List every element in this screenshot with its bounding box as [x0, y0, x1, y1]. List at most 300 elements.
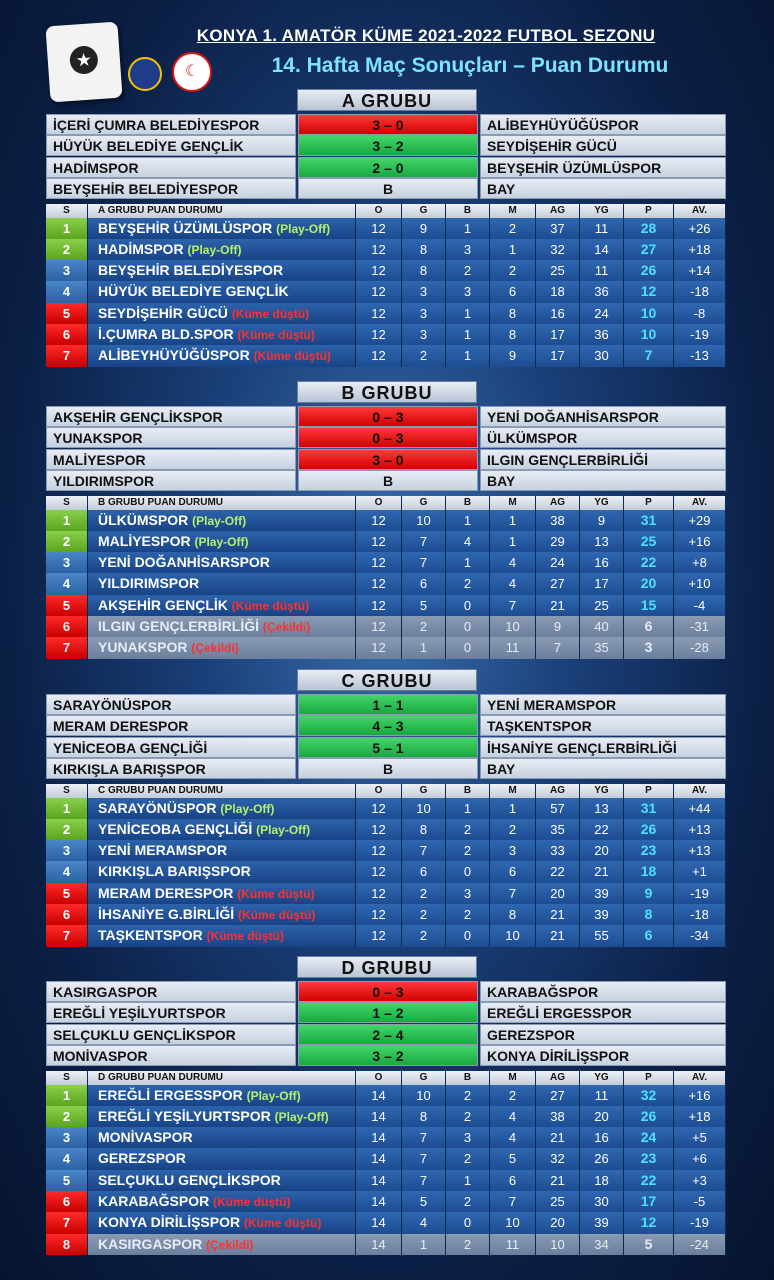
tff-badge-icon: ☾	[172, 52, 212, 92]
stat-o: 12	[356, 637, 402, 658]
col-av: AV.	[674, 1071, 726, 1085]
stat-o: 12	[356, 595, 402, 616]
col-yg: YG	[580, 784, 624, 798]
home-team: MONİVASPOR	[46, 1045, 296, 1066]
stat-ag: 10	[536, 1234, 580, 1255]
away-team: KARABAĞSPOR	[480, 981, 726, 1002]
stat-p: 24	[624, 1127, 674, 1148]
stat-av: +29	[674, 510, 726, 531]
stat-yg: 9	[580, 510, 624, 531]
stat-ag: 20	[536, 1212, 580, 1233]
stat-ag: 16	[536, 303, 580, 324]
stat-m: 9	[490, 345, 536, 366]
stat-yg: 20	[580, 1106, 624, 1127]
stat-av: -19	[674, 1212, 726, 1233]
rank-cell: 6	[46, 616, 88, 637]
stat-m: 2	[490, 1085, 536, 1106]
stat-m: 2	[490, 218, 536, 239]
stat-m: 4	[490, 1127, 536, 1148]
stat-o: 12	[356, 531, 402, 552]
stat-av: +10	[674, 573, 726, 594]
team-name: YENİ DOĞANHİSARSPOR	[98, 554, 270, 571]
col-p: P	[624, 204, 674, 218]
home-team: İÇERİ ÇUMRA BELEDİYESPOR	[46, 114, 296, 135]
stat-ag: 38	[536, 1106, 580, 1127]
stat-b: 4	[446, 531, 490, 552]
stat-g: 1	[402, 1234, 446, 1255]
stat-ag: 21	[536, 595, 580, 616]
match-row	[46, 178, 726, 199]
away-team: ÜLKÜMSPOR	[480, 427, 726, 448]
stat-o: 12	[356, 510, 402, 531]
stat-ag: 32	[536, 239, 580, 260]
stat-av: +14	[674, 260, 726, 281]
stat-g: 9	[402, 218, 446, 239]
team-name: İ.ÇUMRA BLD.SPOR	[98, 326, 238, 343]
stat-yg: 14	[580, 239, 624, 260]
rank-cell: 2	[46, 819, 88, 840]
stat-av: +8	[674, 552, 726, 573]
team-name: İHSANİYE G.BİRLİĞİ	[98, 906, 239, 923]
match-row	[46, 157, 726, 178]
stat-yg: 30	[580, 1191, 624, 1212]
standings-table	[46, 496, 726, 659]
stat-yg: 11	[580, 260, 624, 281]
rank-cell: 2	[46, 1106, 88, 1127]
team-status: (Küme düştü)	[213, 1195, 291, 1210]
stat-p: 9	[624, 883, 674, 904]
team-cell	[88, 573, 356, 594]
table-header	[46, 204, 726, 218]
rank-cell: 7	[46, 925, 88, 946]
stat-av: +16	[674, 1085, 726, 1106]
stat-p: 20	[624, 573, 674, 594]
stat-m: 7	[490, 883, 536, 904]
standings-table	[46, 784, 726, 947]
team-name: MERAM DERESPOR	[98, 884, 238, 901]
stat-ag: 29	[536, 531, 580, 552]
stat-av: -18	[674, 904, 726, 925]
col-av: AV.	[674, 204, 726, 218]
rank-cell: 2	[46, 531, 88, 552]
team-cell	[88, 531, 356, 552]
team-cell	[88, 260, 356, 281]
match-row	[46, 1045, 726, 1066]
team-cell	[88, 840, 356, 861]
table-row	[46, 303, 726, 324]
away-team: YENİ DOĞANHİSARSPOR	[480, 406, 726, 427]
stat-g: 5	[402, 1191, 446, 1212]
stat-o: 12	[356, 925, 402, 946]
home-team: YUNAKSPOR	[46, 427, 296, 448]
stat-av: -34	[674, 925, 726, 946]
stat-b: 3	[446, 1127, 490, 1148]
rank-cell: 6	[46, 1191, 88, 1212]
stat-yg: 16	[580, 552, 624, 573]
rank-cell: 6	[46, 324, 88, 345]
stat-yg: 25	[580, 595, 624, 616]
home-team: YILDIRIMSPOR	[46, 470, 296, 491]
table-row	[46, 840, 726, 861]
stat-p: 26	[624, 819, 674, 840]
stat-o: 14	[356, 1148, 402, 1169]
stat-g: 8	[402, 819, 446, 840]
stat-yg: 17	[580, 573, 624, 594]
table-row	[46, 260, 726, 281]
stat-o: 14	[356, 1170, 402, 1191]
team-status: (Play-Off)	[192, 513, 247, 528]
stat-o: 12	[356, 345, 402, 366]
table-row	[46, 239, 726, 260]
stat-ag: 21	[536, 1127, 580, 1148]
stat-p: 25	[624, 531, 674, 552]
team-name: ALİBEYHÜYÜĞÜSPOR	[98, 347, 254, 364]
team-cell	[88, 1212, 356, 1233]
table-title: A GRUBU PUAN DURUMU	[88, 204, 356, 218]
team-name: EREĞLİ YEŞİLYURTSPOR	[98, 1107, 275, 1124]
stat-o: 12	[356, 573, 402, 594]
table-row	[46, 637, 726, 658]
stat-yg: 39	[580, 904, 624, 925]
stat-g: 7	[402, 1127, 446, 1148]
away-team: TAŞKENTSPOR	[480, 715, 726, 736]
col-g: G	[402, 784, 446, 798]
team-name: EREĞLİ ERGESSPOR	[98, 1086, 247, 1103]
stat-av: +5	[674, 1127, 726, 1148]
team-cell	[88, 1085, 356, 1106]
stat-ag: 24	[536, 552, 580, 573]
match-row	[46, 406, 726, 427]
col-g: G	[402, 496, 446, 510]
team-status: (Küme düştü)	[231, 598, 310, 613]
table-row	[46, 1212, 726, 1233]
match-row	[46, 694, 726, 715]
team-cell	[88, 281, 356, 302]
stat-p: 6	[624, 616, 674, 637]
col-g: G	[402, 1071, 446, 1085]
col-rank: S	[46, 784, 88, 798]
stat-ag: 7	[536, 637, 580, 658]
stat-m: 8	[490, 904, 536, 925]
home-team: MALİYESPOR	[46, 449, 296, 470]
away-team: BAY	[480, 178, 726, 199]
stat-g: 2	[402, 925, 446, 946]
stat-g: 7	[402, 552, 446, 573]
stat-b: 1	[446, 1170, 490, 1191]
stat-ag: 27	[536, 1085, 580, 1106]
rank-cell: 5	[46, 883, 88, 904]
stat-p: 27	[624, 239, 674, 260]
stat-o: 12	[356, 324, 402, 345]
stat-yg: 18	[580, 1170, 624, 1191]
group-title: C GRUBU	[297, 669, 477, 691]
home-team: SARAYÖNÜSPOR	[46, 694, 296, 715]
stat-av: -28	[674, 637, 726, 658]
team-cell	[88, 883, 356, 904]
stat-yg: 36	[580, 281, 624, 302]
stat-o: 14	[356, 1191, 402, 1212]
stat-p: 15	[624, 595, 674, 616]
away-team: YENİ MERAMSPOR	[480, 694, 726, 715]
team-cell	[88, 1106, 356, 1127]
table-row	[46, 1085, 726, 1106]
match-score: 2 – 4	[298, 1024, 478, 1045]
stat-yg: 30	[580, 345, 624, 366]
match-row	[46, 135, 726, 156]
team-status: (Küme düştü)	[253, 349, 331, 364]
team-cell	[88, 324, 356, 345]
rank-cell: 1	[46, 510, 88, 531]
team-name: KONYA DİRİLİŞSPOR	[98, 1214, 244, 1231]
stat-p: 32	[624, 1085, 674, 1106]
stat-yg: 39	[580, 1212, 624, 1233]
stat-p: 18	[624, 861, 674, 882]
stat-av: -19	[674, 324, 726, 345]
stat-p: 6	[624, 925, 674, 946]
away-team: BEYŞEHİR ÜZÜMLÜSPOR	[480, 157, 726, 178]
team-cell	[88, 239, 356, 260]
home-team: SELÇUKLU GENÇLİKSPOR	[46, 1024, 296, 1045]
stat-p: 23	[624, 1148, 674, 1169]
col-p: P	[624, 784, 674, 798]
rank-cell: 3	[46, 840, 88, 861]
col-g: G	[402, 204, 446, 218]
stat-p: 3	[624, 637, 674, 658]
stat-ag: 35	[536, 819, 580, 840]
rank-cell: 3	[46, 260, 88, 281]
team-status: (Play-Off)	[194, 534, 249, 549]
stat-m: 1	[490, 531, 536, 552]
stat-g: 7	[402, 1170, 446, 1191]
table-row	[46, 218, 726, 239]
stat-p: 23	[624, 840, 674, 861]
stat-o: 12	[356, 552, 402, 573]
team-name: YILDIRIMSPOR	[98, 575, 200, 592]
match-score: 5 – 1	[298, 737, 478, 758]
team-cell	[88, 552, 356, 573]
team-cell	[88, 1234, 356, 1255]
header	[0, 0, 774, 88]
team-status: (Küme düştü)	[244, 1216, 322, 1231]
team-cell	[88, 904, 356, 925]
team-cell	[88, 1170, 356, 1191]
col-rank: S	[46, 204, 88, 218]
home-team: BEYŞEHİR BELEDİYESPOR	[46, 178, 296, 199]
stat-yg: 26	[580, 1148, 624, 1169]
col-yg: YG	[580, 204, 624, 218]
home-team: HADİMSPOR	[46, 157, 296, 178]
stat-m: 10	[490, 616, 536, 637]
table-row	[46, 573, 726, 594]
stat-ag: 21	[536, 904, 580, 925]
rank-cell: 4	[46, 573, 88, 594]
stat-m: 6	[490, 861, 536, 882]
home-team: MERAM DERESPOR	[46, 715, 296, 736]
star-icon: ★	[69, 45, 99, 75]
col-ag: AG	[536, 496, 580, 510]
match-score: 1 – 2	[298, 1002, 478, 1023]
stat-m: 6	[490, 1170, 536, 1191]
stat-ag: 20	[536, 883, 580, 904]
col-o: O	[356, 496, 402, 510]
match-row	[46, 758, 726, 779]
home-team: AKŞEHİR GENÇLİKSPOR	[46, 406, 296, 427]
team-name: SARAYÖNÜSPOR	[98, 799, 221, 816]
stat-p: 28	[624, 218, 674, 239]
stat-av: -18	[674, 281, 726, 302]
stat-yg: 22	[580, 819, 624, 840]
stat-b: 1	[446, 798, 490, 819]
team-name: KASIRGASPOR	[98, 1235, 207, 1252]
match-row	[46, 737, 726, 758]
stat-ag: 21	[536, 1170, 580, 1191]
table-row	[46, 1127, 726, 1148]
team-status: (Play-Off)	[256, 822, 311, 837]
stat-m: 6	[490, 281, 536, 302]
stat-b: 2	[446, 840, 490, 861]
stat-b: 2	[446, 1148, 490, 1169]
stat-m: 10	[490, 1212, 536, 1233]
stat-o: 12	[356, 616, 402, 637]
match-score: 4 – 3	[298, 715, 478, 736]
stat-ag: 25	[536, 1191, 580, 1212]
stat-o: 14	[356, 1234, 402, 1255]
stat-b: 0	[446, 616, 490, 637]
stat-yg: 24	[580, 303, 624, 324]
stat-ag: 25	[536, 260, 580, 281]
match-row	[46, 981, 726, 1002]
match-score: B	[298, 470, 478, 491]
table-row	[46, 324, 726, 345]
team-cell	[88, 510, 356, 531]
stat-av: +26	[674, 218, 726, 239]
rank-cell: 2	[46, 239, 88, 260]
team-name: YUNAKSPOR	[98, 639, 192, 656]
team-name: BEYŞEHİR BELEDİYESPOR	[98, 262, 284, 279]
col-o: O	[356, 784, 402, 798]
stat-av: -31	[674, 616, 726, 637]
stat-o: 14	[356, 1085, 402, 1106]
team-name: ILGIN GENÇLERBİRLİĞİ	[98, 618, 263, 635]
away-team: EREĞLİ ERGESSPOR	[480, 1002, 726, 1023]
stat-p: 17	[624, 1191, 674, 1212]
stat-yg: 39	[580, 883, 624, 904]
stat-ag: 37	[536, 218, 580, 239]
stat-m: 1	[490, 798, 536, 819]
stat-o: 12	[356, 798, 402, 819]
rank-cell: 1	[46, 1085, 88, 1106]
team-name: KIRKIŞLA BARIŞSPOR	[98, 863, 251, 880]
stat-av: -5	[674, 1191, 726, 1212]
team-name: HADİMSPOR	[98, 240, 188, 257]
stat-g: 10	[402, 798, 446, 819]
table-row	[46, 861, 726, 882]
team-name: YENİ MERAMSPOR	[98, 842, 228, 859]
stat-o: 12	[356, 281, 402, 302]
team-cell	[88, 1127, 356, 1148]
table-row	[46, 883, 726, 904]
stat-av: +6	[674, 1148, 726, 1169]
team-name: MALİYESPOR	[98, 532, 195, 549]
stat-yg: 16	[580, 1127, 624, 1148]
stat-yg: 35	[580, 637, 624, 658]
stat-o: 12	[356, 819, 402, 840]
col-o: O	[356, 1071, 402, 1085]
table-row	[46, 798, 726, 819]
team-status: (Küme düştü)	[237, 328, 315, 343]
away-team: BAY	[480, 470, 726, 491]
col-m: M	[490, 1071, 536, 1085]
team-status: (Play-Off)	[246, 1088, 301, 1103]
stat-yg: 11	[580, 1085, 624, 1106]
table-row	[46, 552, 726, 573]
stat-ag: 33	[536, 840, 580, 861]
table-title: B GRUBU PUAN DURUMU	[88, 496, 356, 510]
stat-o: 14	[356, 1212, 402, 1233]
stat-av: +44	[674, 798, 726, 819]
away-team: BAY	[480, 758, 726, 779]
stat-av: +1	[674, 861, 726, 882]
stat-ag: 9	[536, 616, 580, 637]
rank-cell: 7	[46, 345, 88, 366]
team-name: YENİCEOBA GENÇLİĞİ	[98, 820, 257, 837]
rank-cell: 1	[46, 218, 88, 239]
col-m: M	[490, 496, 536, 510]
stat-g: 10	[402, 1085, 446, 1106]
stat-o: 12	[356, 840, 402, 861]
away-team: ALİBEYHÜYÜĞÜSPOR	[480, 114, 726, 135]
rank-cell: 5	[46, 303, 88, 324]
stat-b: 0	[446, 595, 490, 616]
team-cell	[88, 1191, 356, 1212]
stat-av: +3	[674, 1170, 726, 1191]
stat-b: 2	[446, 573, 490, 594]
stat-ag: 32	[536, 1148, 580, 1169]
rank-cell: 3	[46, 552, 88, 573]
col-p: P	[624, 1071, 674, 1085]
stat-g: 6	[402, 861, 446, 882]
table-header	[46, 1071, 726, 1085]
table-row	[46, 1148, 726, 1169]
stat-m: 7	[490, 1191, 536, 1212]
home-team: EREĞLİ YEŞİLYURTSPOR	[46, 1002, 296, 1023]
team-status: (Küme düştü)	[238, 908, 316, 923]
table-row	[46, 1234, 726, 1255]
col-p: P	[624, 496, 674, 510]
match-score: 3 – 2	[298, 1045, 478, 1066]
stat-g: 3	[402, 303, 446, 324]
stat-g: 7	[402, 1148, 446, 1169]
stat-b: 2	[446, 819, 490, 840]
stat-b: 0	[446, 861, 490, 882]
col-ag: AG	[536, 204, 580, 218]
stat-yg: 13	[580, 798, 624, 819]
stat-av: +16	[674, 531, 726, 552]
stat-o: 12	[356, 904, 402, 925]
col-av: AV.	[674, 784, 726, 798]
team-name: HÜYÜK BELEDİYE GENÇLİK	[98, 283, 289, 300]
team-name: TAŞKENTSPOR	[98, 927, 207, 944]
stat-m: 11	[490, 637, 536, 658]
stat-g: 3	[402, 281, 446, 302]
stat-m: 8	[490, 324, 536, 345]
page-subtitle: 14. Hafta Maç Sonuçları – Puan Durumu	[271, 54, 669, 77]
rank-cell: 6	[46, 904, 88, 925]
away-team: İHSANİYE GENÇLERBİRLİĞİ	[480, 737, 726, 758]
col-ag: AG	[536, 784, 580, 798]
stat-b: 0	[446, 925, 490, 946]
team-cell	[88, 1148, 356, 1169]
